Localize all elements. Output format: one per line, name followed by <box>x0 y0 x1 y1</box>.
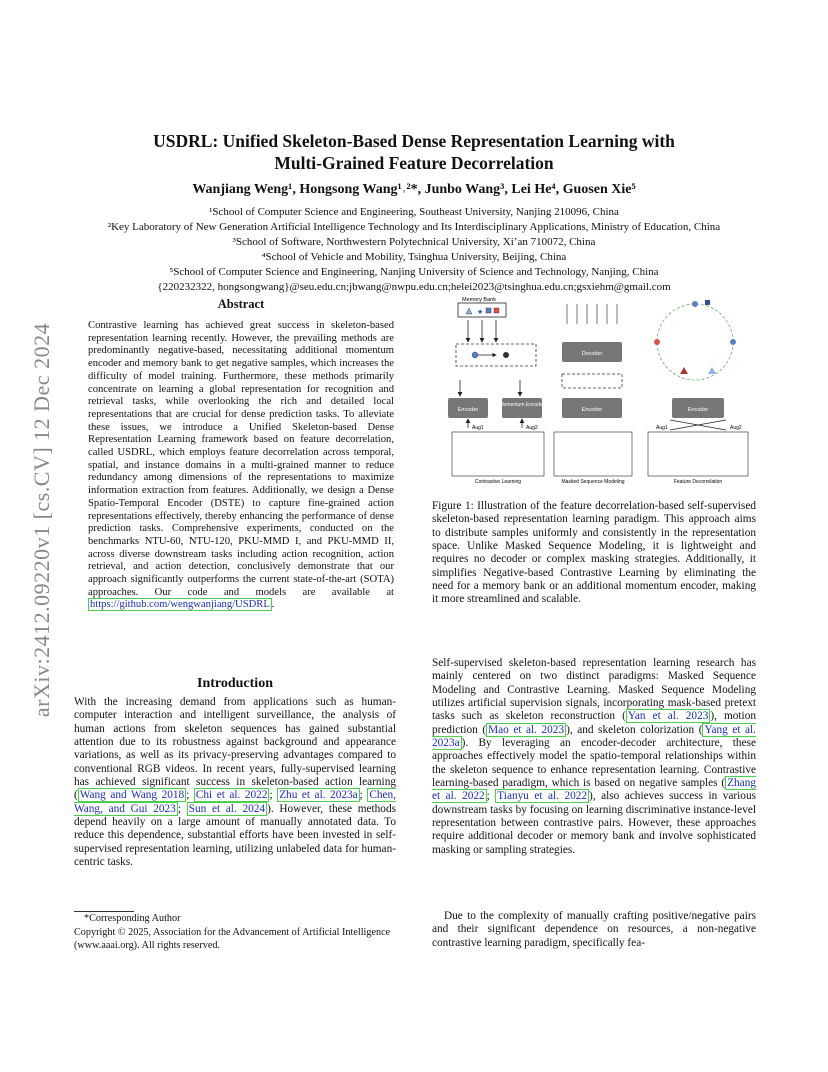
svg-text:Encoder: Encoder <box>581 407 603 413</box>
citation[interactable]: Tianyu et al. 2022 <box>497 790 588 803</box>
citation[interactable]: Mao et al. 2023 <box>488 723 565 736</box>
corresponding-author-note: *Corresponding Author <box>84 913 181 924</box>
svg-text:Aug1: Aug1 <box>656 425 668 431</box>
star-icon: ★ <box>477 309 484 316</box>
square-icon <box>494 308 499 313</box>
panel-label-contrastive: Contrastive Learning <box>474 479 522 485</box>
intro-paragraph: With the increasing demand from applications such as human-computer interaction and intelligent surveillance, the analysis of human actions from skeleton sequences has gained substantial attention due to its robustness against background and appearance variations, as well as its privacy-preserving advantages compared to conventional RGB videos. In recent years, fully-supervised learning has achieved significant success in skeleton-based action learning ( Wang and Wang 2018 ; Chi et al. 2022 ; Zhu et al. 2023a ; Chen, Wang, and Gui 2023 ; Sun et al. 2024 ). However, these methods depend heavily on a large amount of manually annotated data. To reduce this dependence, substantial efforts have been invested in self-supervised representation learning, utilizing unlabeled data for human-centric tasks. <box>74 696 397 869</box>
svg-text:Aug1: Aug1 <box>472 425 484 431</box>
memory-bank-label: Memory Bank <box>462 297 496 303</box>
footnote-rule <box>74 911 134 912</box>
right-paragraph-1: Self-supervised skeleton-based representation learning research has mainly centered on two distinct paradigms: Masked Sequence Modeling and Contrastive Learning. Masked Sequence Modeling utilizes artificial supervision signals, incorporating mask-based pretext tasks such as skeleton reconstruction ( Yan et al. 2023 ), motion prediction ( Mao et al. 2023 ), and skeleton colorization ( Yang et al. 2023a ). By leveraging an encoder-decoder architecture, these approaches effectively model the spatio-temporal relationships within the skeleton sequence to enhance representation learning. Contrastive learning-based paradigm, which is based on negative samples ( Zhang et al. 2022 ; Tianyu et al. 2022 ), also achieves success in various downstream tasks by focusing on learning discriminative instance-level representation between contrastive pairs. However, these approaches require additional decoder or memory bank and involve sophisticated masking or sampling strategies. <box>432 657 757 856</box>
affiliation-3: ³School of Software, Northwestern Polytechnical University, Xi’an 710072, China <box>232 236 596 248</box>
skeleton-frames <box>452 432 544 476</box>
citation[interactable]: Sun et al. 2024 <box>188 802 266 815</box>
svg-text:Encoder: Encoder <box>687 407 709 413</box>
svg-text:Aug2: Aug2 <box>730 425 742 431</box>
intro-heading: Introduction <box>197 676 273 691</box>
masked-tokens <box>562 374 622 388</box>
citation[interactable]: Zhang et al. 2022 <box>432 777 756 803</box>
abstract-heading: Abstract <box>217 297 265 311</box>
author-list: Wanjiang Weng¹, Hongsong Wang¹˒²*, Junbo Wang³, Lei He⁴, Guosen Xie⁵ <box>192 182 636 197</box>
affiliation-2: ²Key Laboratory of New Generation Artificial Intelligence Technology and Its Interdisciplinary Applications, Ministry of Education, China <box>107 221 721 233</box>
svg-text:Momentum Encoder: Momentum Encoder <box>499 402 545 408</box>
affiliation-1: ¹School of Computer Science and Engineering, Southeast University, Nanjing 210096, China <box>209 206 619 218</box>
title-line-2: Multi-Grained Feature Decorrelation <box>274 153 554 173</box>
svg-text:Aug2: Aug2 <box>526 425 538 431</box>
figure-1 <box>430 292 768 488</box>
affiliation-4: ⁴School of Vehicle and Mobility, Tsinghua University, Beijing, China <box>261 251 567 263</box>
paper-title <box>100 130 728 174</box>
copyright-notice: Copyright © 2025, Association for the Advancement of Artificial Intelligence (www.aaai.org). All rights reserved. <box>74 927 391 951</box>
citation[interactable]: Chi et al. 2022 <box>195 789 268 802</box>
panel-decorrelation <box>648 300 748 485</box>
panel-label-decorrelation: Feature Decorrelation <box>673 479 723 485</box>
skeleton-frames <box>554 432 632 476</box>
svg-text:Encoder: Encoder <box>457 407 479 413</box>
figure-caption: Figure 1: Illustration of the feature decorrelation-based self-supervised skeleton-based representation learning paradigm. This approach aims to distribute samples uniformly and consistently in the representation space. Unlike Masked Sequence Modeling, it is lightweight and requires no decoder or complex masking strategies. Additionally, it simplifies Negative-based Contrastive Learning by eliminating the need for a memory bank or an additional momentum encoder, making it more streamlined and scalable. <box>432 500 756 606</box>
citation[interactable]: Zhu et al. 2023a <box>279 789 358 802</box>
momentum-encoder-box <box>502 398 542 418</box>
arxiv-id: arXiv:2412.09220v1 [cs.CV] 12 Dec 2024 <box>29 322 54 718</box>
citation[interactable]: Yang et al. 2023a <box>432 723 757 750</box>
citation[interactable]: Chen, Wang, and Gui 2023 <box>74 789 397 815</box>
arxiv-stamp <box>22 280 62 760</box>
affiliation-5: ⁵School of Computer Science and Engineering, Nanjing University of Science and Technology, Nanjing, China <box>169 266 659 278</box>
panel-contrastive <box>448 297 545 485</box>
citation[interactable]: Yan et al. 2023 <box>627 710 709 723</box>
affiliations <box>60 205 768 295</box>
citation[interactable]: Wang and Wang 2018 <box>79 789 185 802</box>
svg-text:Decoder: Decoder <box>581 351 603 357</box>
square-icon <box>486 308 491 313</box>
title-line-1: USDRL: Unified Skeleton-Based Dense Representation Learning with <box>153 131 675 151</box>
skeleton-reconstruction <box>558 302 626 334</box>
code-link[interactable]: https://github.com/wengwanjiang/USDRL <box>90 599 270 611</box>
right-paragraph-2: Due to the complexity of manually crafting positive/negative pairs and their significant dependence on resources, a non-negative contrastive learning paradigm, specifically fea- <box>432 910 756 949</box>
abstract-text: Contrastive learning has achieved great success in skeleton-based representation learning recently. However, the prevailing methods are predominantly negative-based, necessitating additional momentum encoder and memory bank to get negative samples, which increases the difficulty of model training. Furthermore, these methods primarily concentrate on learning a global representation for recognition and retrieval tasks, while overlooking the rich and detailed local representations that are crucial for dense prediction tasks. To alleviate these issues, we introduce a Unified Skeleton-based Dense Representation Learning framework based on feature decorrelation, called USDRL, which employs feature decorrelation across temporal, spatial, and instance domains in a multi-grained manner to reduce redundancy among dimensions of the representations to maximize information extraction from features. Additionally, we design a Dense Spatio-Temporal Encoder (DSTE) to capture fine-grained action representations effectively, thereby enhancing the performance of dense prediction tasks. Comprehensive experiments, conducted on the benchmarks NTU-60, NTU-120, PKU-MMD I, and PKU-MMD II, across diverse downstream tasks including action recognition, action retrieval, and action detection, conclusively demonstrate that our approach significantly outperforms the current state-of-the-art (SOTA) approaches. Our code and models are available at <box>88 320 394 598</box>
hypersphere <box>657 304 733 380</box>
skeleton-frames <box>648 432 748 476</box>
author-emails: {220232322, hongsongwang}@seu.edu.cn;jbwang@nwpu.edu.cn;helei2023@tsinghua.edu.cn;gsxiehm@gmail.com <box>157 281 671 293</box>
panel-label-masked: Masked Sequence Modeling <box>561 479 625 485</box>
abstract-body: Contrastive learning has achieved great success in skeleton-based representation learning recently. However, the prevailing methods are predominantly negative-based, necessitating additional momentum encoder and memory bank to get negative samples, which increases the difficulty of model training. Furthermore, these methods primarily concentrate on learning a global representation for recognition and retrieval tasks, while overlooking the rich and detailed local representations that are crucial for dense prediction tasks. To alleviate these issues, we introduce a Unified Skeleton-based Dense Representation Learning framework based on feature decorrelation, called USDRL, which employs feature decorrelation across temporal, spatial, and instance domains in a multi-grained manner to reduce redundancy among dimensions of the representations to maximize information extraction from features. Additionally, we design a Dense Spatio-Temporal Encoder (DSTE) to capture fine-grained action representations effectively, thereby enhancing the performance of dense prediction tasks. Comprehensive experiments, conducted on the benchmarks NTU-60, NTU-120, PKU-MMD I, and PKU-MMD II, across diverse downstream tasks including action recognition, action retrieval, and action detection, conclusively demonstrate that our approach significantly outperforms the current state-of-the-art (SOTA) approaches. Our code and models are available at https://github.com/wengwanjiang/USDRL . <box>88 320 394 611</box>
panel-masked <box>554 302 632 485</box>
